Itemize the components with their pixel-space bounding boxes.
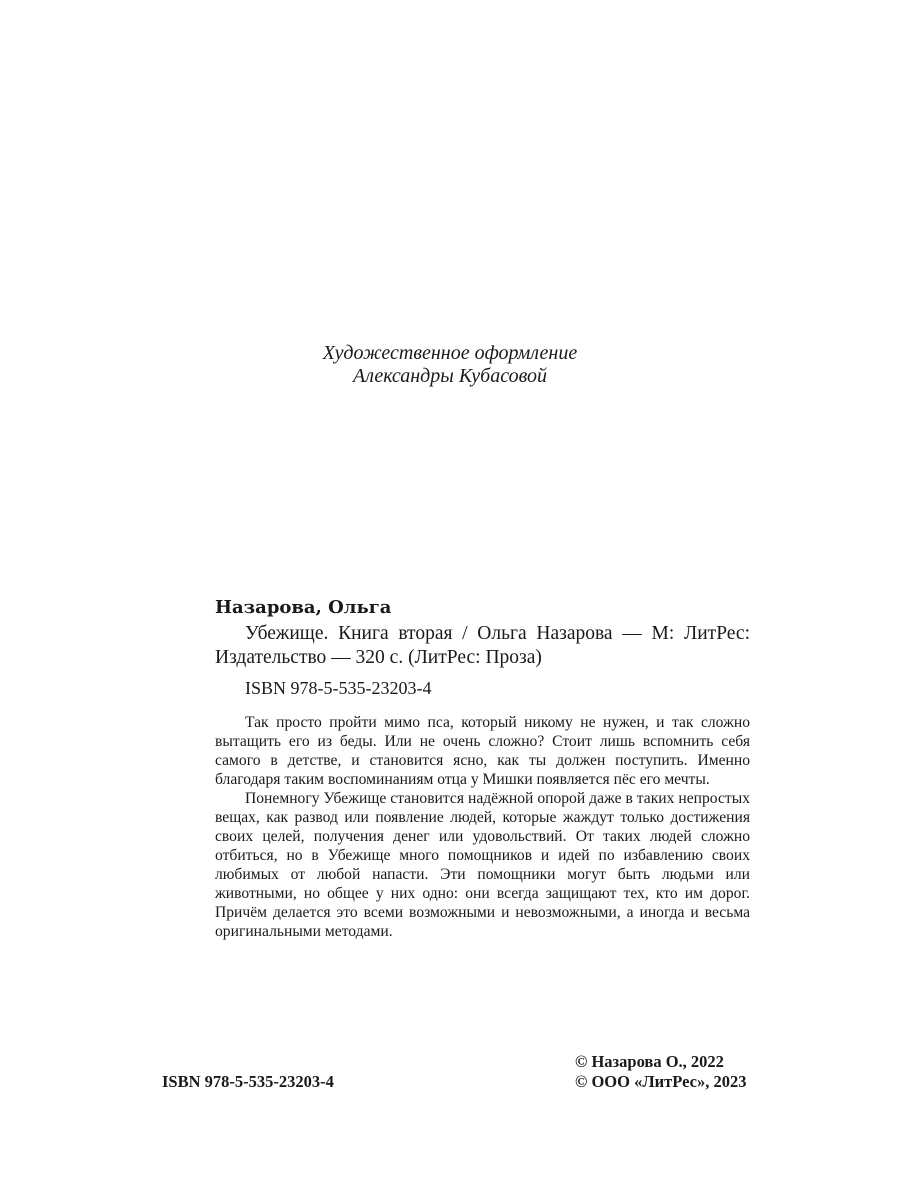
annotation-paragraph-2: Понемногу Убежище становится надёжной опорой даже в таких непростых вещах, как развод или появление людей, которые жаждут только достижения своих целей, получения денег или удовольствий. От таких людей сложно отбиться, но в Убежище много помощников и идей по избавлению своих любимых от любой напасти. Эти помощники могут быть людьми или животными, но общее у них одно: они всегда защищают тех, кто им дорог. Причём делается это всеми возможными и невозможными, а иногда и весьма оригинальными методами. [215, 790, 750, 940]
design-credit [0, 342, 900, 388]
catalog-author: Назарова, Ольга [215, 597, 392, 618]
catalog-bibliographic-description: Убежище. Книга вторая / Ольга Назарова — М: ЛитРес: Издательство — 320 с. (ЛитРес: Проза) [215, 623, 750, 668]
footer-isbn: ISBN 978-5-535-23203-4 [162, 1072, 334, 1091]
annotation [215, 713, 750, 941]
catalog-isbn: ISBN 978-5-535-23203-4 [245, 678, 432, 698]
copyright-publisher: © ООО «ЛитРес», 2023 [575, 1072, 747, 1091]
copyright-author: © Назарова О., 2022 [575, 1052, 724, 1071]
design-credit-line-1: Художественное оформление [322, 342, 578, 364]
design-credit-line-2: Александры Кубасовой [352, 365, 547, 387]
annotation-paragraph-1: Так просто пройти мимо пса, который никому не нужен, и так сложно вытащить его из беды. Или не очень сложно? Стоит лишь вспомнить себя самого в детстве, и становится ясно, как ты должен поступить. Именно благодаря таким воспоминаниям отца у Мишки появляется пёс его мечты. [215, 714, 750, 788]
copyright-block [575, 1052, 746, 1092]
catalog-record [215, 596, 750, 700]
